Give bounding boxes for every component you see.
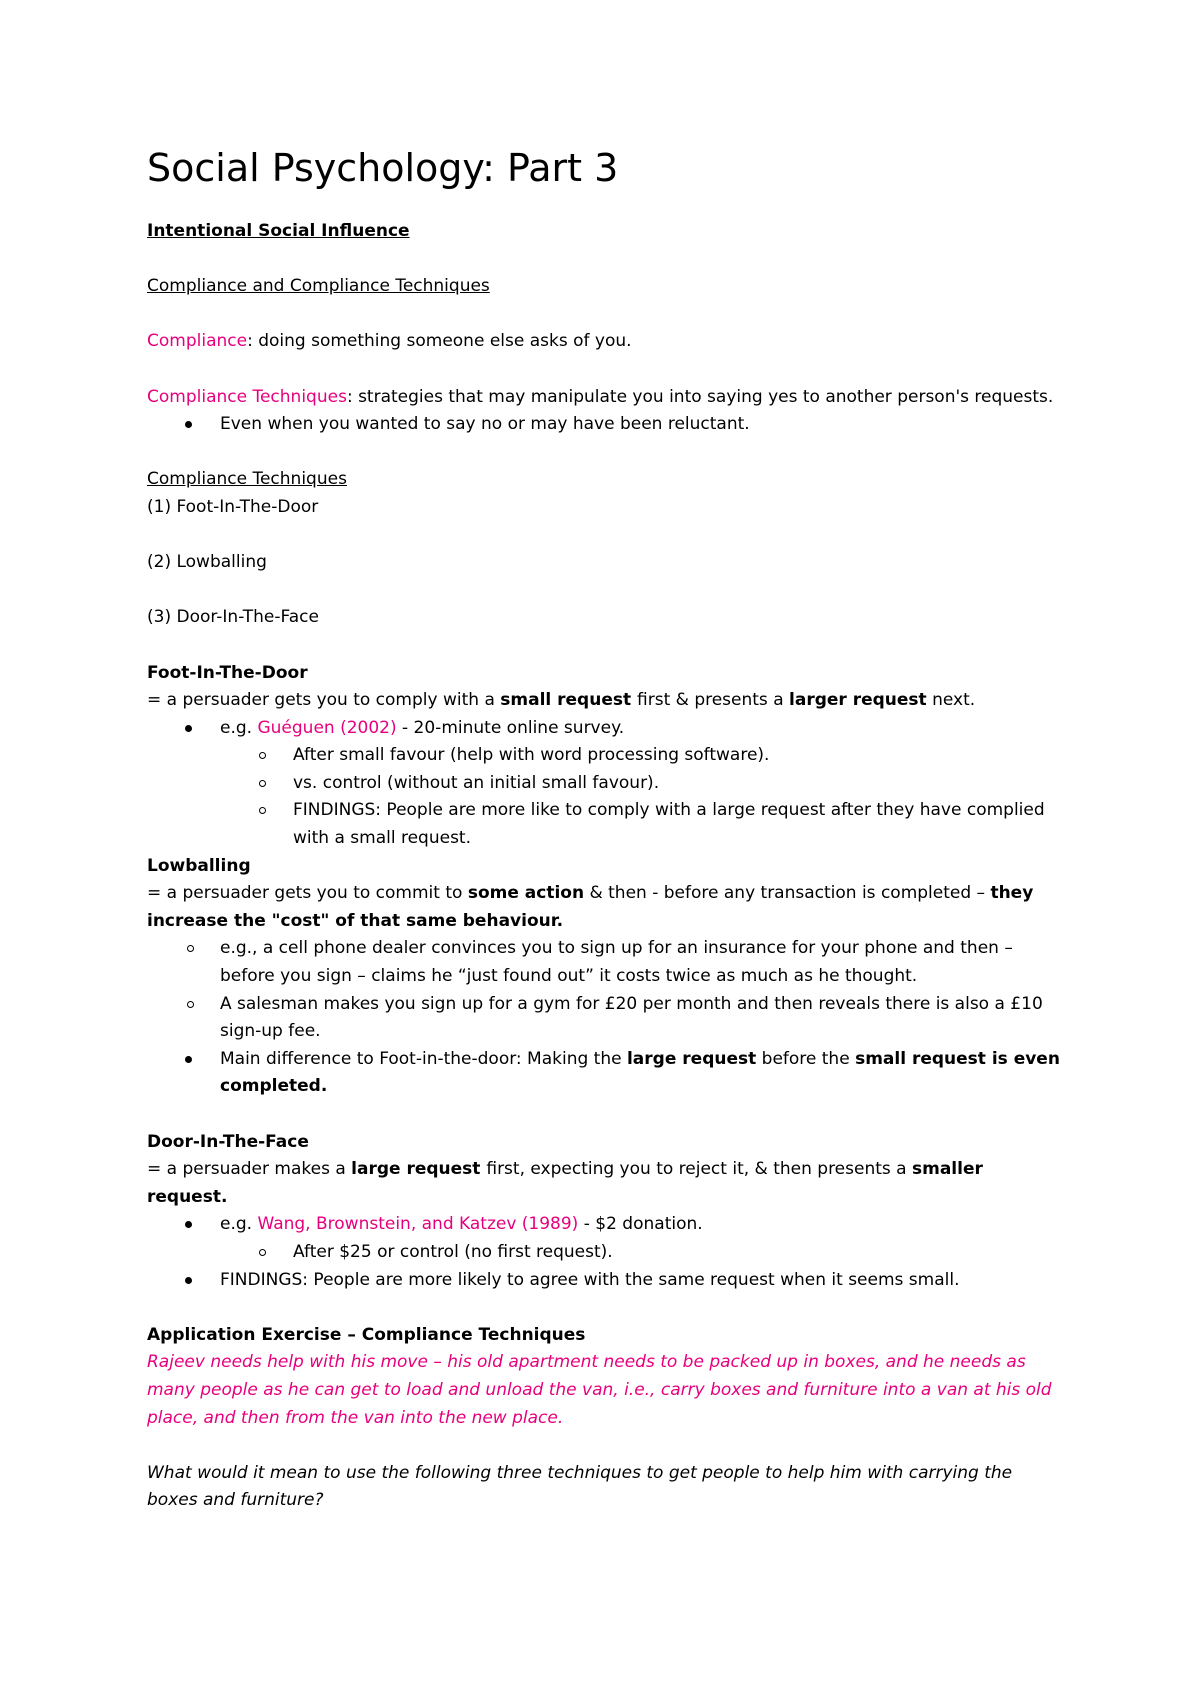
citation: Wang, Brownstein, and Katzev (1989) xyxy=(257,1214,579,1235)
list-item: FINDINGS: People are more like to comply with a large request after they have complied with a small request. xyxy=(147,797,1067,852)
technique-3: (3) Door-In-The-Face xyxy=(147,607,319,628)
technique-1: (1) Foot-In-The-Door xyxy=(147,496,319,517)
term-compliance: Compliance xyxy=(147,331,248,352)
list-item: A salesman makes you sign up for a gym for £20 per month and then reveals there is also a £10 sign-up fee. xyxy=(147,991,1067,1046)
list-item: e.g., a cell phone dealer convinces you to sign up for an insurance for your phone and then – before you sign – claims he “just found out” it costs twice as much as he thought. xyxy=(147,935,1067,990)
subheading-techniques: Compliance Techniques xyxy=(147,469,347,490)
exercise-heading: Application Exercise – Compliance Techniques xyxy=(147,1324,586,1345)
citation: Guéguen (2002) xyxy=(257,717,397,738)
list-item: After $25 or control (no first request). xyxy=(147,1239,1067,1267)
list-item: vs. control (without an initial small favour). xyxy=(147,770,1067,798)
lowballing-heading: Lowballing xyxy=(147,855,251,876)
definition-compliance: Compliance: doing something someone else asks of you. xyxy=(147,331,632,352)
technique-2: (2) Lowballing xyxy=(147,552,267,573)
list-item: Even when you wanted to say no or may have been reluctant. xyxy=(147,411,1067,439)
list-item: e.g. Wang, Brownstein, and Katzev (1989) - $2 donation. xyxy=(147,1211,1067,1239)
list-item: e.g. Guéguen (2002) - 20-minute online survey. xyxy=(147,715,1067,743)
section-heading: Intentional Social Influence xyxy=(147,221,410,241)
list-item: After small favour (help with word processing software). xyxy=(147,742,1067,770)
term-compliance-techniques: Compliance Techniques xyxy=(147,386,347,407)
exercise-question: What would it mean to use the following three techniques to get people to help him with carrying the boxes and furniture? xyxy=(147,1462,1013,1511)
document-body xyxy=(147,140,1067,1515)
ditf-definition: = a persuader makes a large request first, expecting you to reject it, & then presents a smaller request. xyxy=(147,1159,983,1207)
list-item: FINDINGS: People are more likely to agree with the same request when it seems small. xyxy=(147,1267,1067,1295)
definition-compliance-techniques: Compliance Techniques: strategies that may manipulate you into saying yes to another person's requests. xyxy=(147,386,1054,407)
subheading-compliance: Compliance and Compliance Techniques xyxy=(147,276,490,297)
exercise-scenario: Rajeev needs help with his move – his old apartment needs to be packed up in boxes, and he needs as many people as he can get to load and unload the van, i.e., carry boxes and furniture into a van at his old place, and then from the van into the new place. xyxy=(147,1352,1052,1428)
document-title: Social Psychology: Part 3 xyxy=(147,146,619,190)
lowballing-definition: = a persuader gets you to commit to some action & then - before any transaction is completed – they increase the "cost" of that same behaviour. xyxy=(147,883,1034,931)
list-item: Main difference to Foot-in-the-door: Making the large request before the small request is even completed. xyxy=(147,1046,1067,1101)
ditf-heading: Door-In-The-Face xyxy=(147,1131,309,1152)
fitd-definition: = a persuader gets you to comply with a small request first & presents a larger request next. xyxy=(147,690,976,711)
fitd-heading: Foot-In-The-Door xyxy=(147,662,308,683)
